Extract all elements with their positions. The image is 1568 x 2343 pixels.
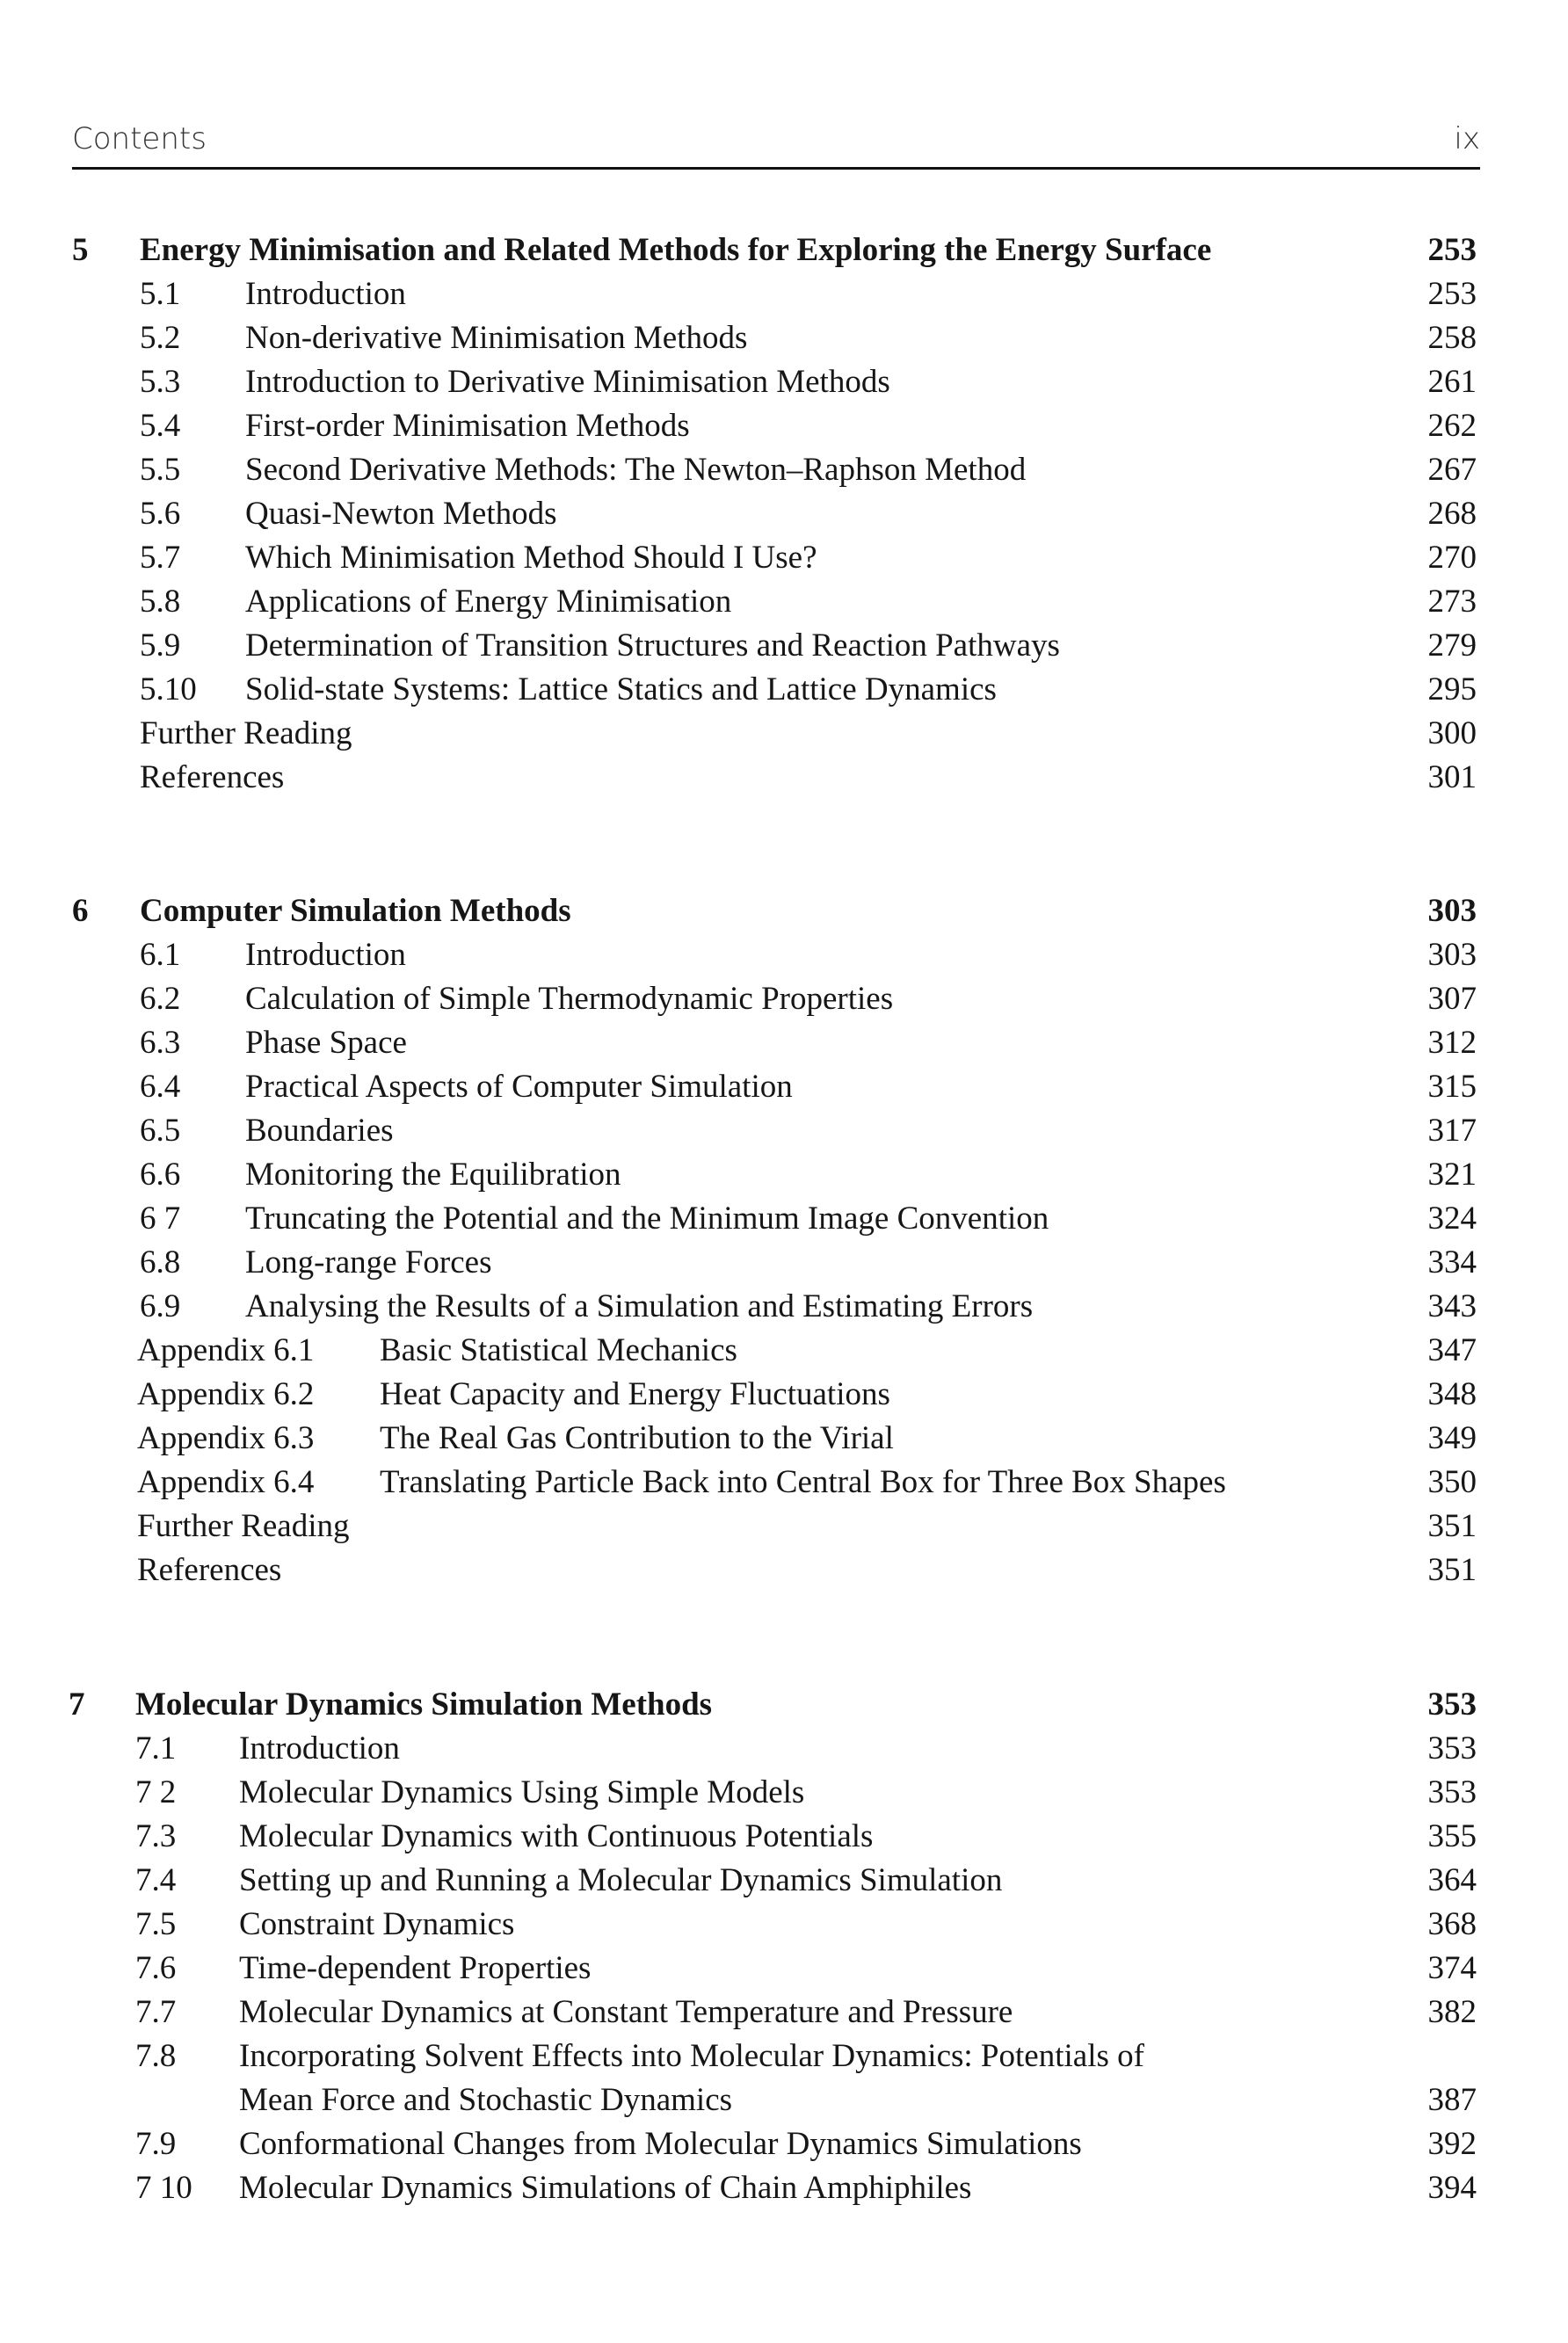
toc-entry[interactable] xyxy=(0,2166,1568,2210)
section-title: Phase Space xyxy=(245,1025,407,1061)
section-page: 334 xyxy=(1427,1244,1477,1280)
section-page: 303 xyxy=(1427,937,1477,973)
section-title: Setting up and Running a Molecular Dynamics Simulation xyxy=(239,1862,1003,1898)
chapter-number: 7 xyxy=(69,1687,85,1723)
toc-entry[interactable] xyxy=(0,1903,1568,1947)
section-page: 261 xyxy=(1427,364,1477,400)
extra-title: Further Reading xyxy=(140,715,352,751)
section-page: 315 xyxy=(1427,1069,1477,1105)
section-page: 324 xyxy=(1427,1201,1477,1237)
chapter-6 xyxy=(0,889,1568,1592)
appendix-title: Heat Capacity and Energy Fluctuations xyxy=(380,1376,890,1412)
section-title: Boundaries xyxy=(245,1113,394,1149)
extra-entry[interactable] xyxy=(0,756,1568,800)
section-number: 6.3 xyxy=(140,1025,181,1061)
section-number: 6.1 xyxy=(140,937,181,973)
section-page: 253 xyxy=(1427,276,1477,312)
section-title: Introduction to Derivative Minimisation Methods xyxy=(245,364,890,400)
section-title: Incorporating Solvent Effects into Molecular Dynamics: Potentials of xyxy=(239,2038,1144,2074)
toc-entry-continued[interactable] xyxy=(0,2078,1568,2122)
appendix-title: Basic Statistical Mechanics xyxy=(380,1332,737,1368)
section-number: 5.7 xyxy=(140,540,181,576)
section-number: 7.7 xyxy=(135,1994,177,2030)
chapter-title: Molecular Dynamics Simulation Methods xyxy=(135,1687,713,1723)
section-title: Introduction xyxy=(245,937,406,973)
toc-entry[interactable] xyxy=(0,536,1568,580)
section-page: 262 xyxy=(1427,408,1477,444)
chapter-5 xyxy=(0,228,1568,800)
section-title: Constraint Dynamics xyxy=(239,1906,515,1942)
toc-entry[interactable] xyxy=(0,2035,1568,2078)
section-number: 5.6 xyxy=(140,496,181,532)
toc-entry[interactable] xyxy=(0,977,1568,1021)
section-page: 321 xyxy=(1427,1157,1477,1193)
toc-entry[interactable] xyxy=(0,1771,1568,1815)
toc-entry[interactable] xyxy=(0,448,1568,492)
section-number: 5.10 xyxy=(140,671,197,707)
section-page: 270 xyxy=(1427,540,1477,576)
section-number: 7 2 xyxy=(135,1774,177,1810)
toc-entry[interactable] xyxy=(0,1727,1568,1771)
toc-entry[interactable] xyxy=(0,1947,1568,1991)
toc-entry[interactable] xyxy=(0,1065,1568,1109)
section-title: Introduction xyxy=(245,276,406,312)
section-number: 7.3 xyxy=(135,1818,177,1854)
appendix-entry[interactable] xyxy=(0,1373,1568,1417)
section-number: 6.6 xyxy=(140,1157,181,1193)
appendix-number: Appendix 6.1 xyxy=(137,1332,315,1368)
section-page: 364 xyxy=(1427,1862,1477,1898)
chapter-7 xyxy=(0,1683,1568,2210)
section-page: 267 xyxy=(1427,452,1477,488)
toc-entry[interactable] xyxy=(0,1109,1568,1153)
section-page: 394 xyxy=(1427,2170,1477,2206)
section-number: 7.4 xyxy=(135,1862,177,1898)
toc-entry[interactable] xyxy=(0,404,1568,448)
section-title: Determination of Transition Structures and Reaction Pathways xyxy=(245,627,1060,664)
appendix-title: The Real Gas Contribution to the Virial xyxy=(380,1420,894,1456)
appendix-number: Appendix 6.4 xyxy=(137,1464,315,1500)
section-title: Conformational Changes from Molecular Dynamics Simulations xyxy=(239,2126,1082,2162)
extra-title: Further Reading xyxy=(137,1508,350,1544)
section-title: Truncating the Potential and the Minimum Image Convention xyxy=(245,1201,1049,1237)
section-title: Long-range Forces xyxy=(245,1244,492,1280)
chapter-heading[interactable] xyxy=(0,228,1568,272)
appendix-page: 349 xyxy=(1427,1420,1477,1456)
appendix-title: Translating Particle Back into Central Box for Three Box Shapes xyxy=(380,1464,1226,1500)
section-title: Second Derivative Methods: The Newton–Raphson Method xyxy=(245,452,1027,488)
appendix-entry[interactable] xyxy=(0,1461,1568,1505)
chapter-number: 6 xyxy=(72,893,89,929)
section-page: 258 xyxy=(1427,320,1477,356)
toc-entry[interactable] xyxy=(0,1285,1568,1329)
section-title: Time-dependent Properties xyxy=(239,1950,592,1986)
chapter-title: Energy Minimisation and Related Methods for Exploring the Energy Surface xyxy=(140,232,1212,268)
toc-entry[interactable] xyxy=(0,1859,1568,1903)
section-page: 343 xyxy=(1427,1288,1477,1324)
section-page: 382 xyxy=(1427,1994,1477,2030)
appendix-entry[interactable] xyxy=(0,1329,1568,1373)
section-title: Practical Aspects of Computer Simulation xyxy=(245,1069,793,1105)
section-page: 273 xyxy=(1427,584,1477,620)
chapter-number: 5 xyxy=(72,232,89,268)
chapter-heading[interactable] xyxy=(0,889,1568,933)
section-page: 355 xyxy=(1427,1818,1477,1854)
toc-entry[interactable] xyxy=(0,1815,1568,1859)
section-page: 387 xyxy=(1427,2082,1477,2118)
toc-entry[interactable] xyxy=(0,360,1568,404)
toc-entry[interactable] xyxy=(0,668,1568,712)
section-number: 7.1 xyxy=(135,1730,177,1766)
section-number: 6.8 xyxy=(140,1244,181,1280)
section-page: 312 xyxy=(1427,1025,1477,1061)
section-title: Calculation of Simple Thermodynamic Properties xyxy=(245,981,894,1017)
section-page: 268 xyxy=(1427,496,1477,532)
extra-title: References xyxy=(140,759,285,795)
page-number: ix xyxy=(1454,121,1480,156)
toc-entry[interactable] xyxy=(0,624,1568,668)
section-number: 7.5 xyxy=(135,1906,177,1942)
section-page: 392 xyxy=(1427,2126,1477,2162)
toc-entry[interactable] xyxy=(0,316,1568,360)
section-title: Introduction xyxy=(239,1730,400,1766)
section-number: 7.8 xyxy=(135,2038,177,2074)
extra-page: 351 xyxy=(1427,1508,1477,1544)
section-title: Molecular Dynamics Simulations of Chain Amphiphiles xyxy=(239,2170,972,2206)
chapter-heading[interactable] xyxy=(0,1683,1568,1727)
section-title: Non-derivative Minimisation Methods xyxy=(245,320,748,356)
section-page: 307 xyxy=(1427,981,1477,1017)
section-title: Analysing the Results of a Simulation and Estimating Errors xyxy=(245,1288,1034,1324)
section-page: 353 xyxy=(1427,1774,1477,1810)
section-title: Molecular Dynamics Using Simple Models xyxy=(239,1774,805,1810)
extra-entry[interactable] xyxy=(0,1549,1568,1592)
section-number: 5.4 xyxy=(140,408,181,444)
section-page: 279 xyxy=(1427,627,1477,664)
appendix-number: Appendix 6.3 xyxy=(137,1420,315,1456)
running-header-title: Contents xyxy=(72,121,207,156)
extra-title: References xyxy=(137,1552,282,1588)
toc-entry[interactable] xyxy=(0,1197,1568,1241)
section-number: 5.1 xyxy=(140,276,181,312)
toc-entry[interactable] xyxy=(0,580,1568,624)
section-page: 374 xyxy=(1427,1950,1477,1986)
section-title: Solid-state Systems: Lattice Statics and Lattice Dynamics xyxy=(245,671,997,707)
section-title: Which Minimisation Method Should I Use? xyxy=(245,540,817,576)
section-title: Molecular Dynamics with Continuous Potentials xyxy=(239,1818,874,1854)
section-page: 295 xyxy=(1427,671,1477,707)
section-title: Quasi-Newton Methods xyxy=(245,496,557,532)
chapter-page: 303 xyxy=(1427,893,1477,929)
section-number: 6.9 xyxy=(140,1288,181,1324)
appendix-page: 347 xyxy=(1427,1332,1477,1368)
chapter-page: 353 xyxy=(1427,1687,1477,1723)
section-number: 5.8 xyxy=(140,584,181,620)
toc-entry[interactable] xyxy=(0,272,1568,316)
toc-entry[interactable] xyxy=(0,492,1568,536)
chapter-title: Computer Simulation Methods xyxy=(140,893,571,929)
section-number: 7.9 xyxy=(135,2126,177,2162)
section-title: Molecular Dynamics at Constant Temperature and Pressure xyxy=(239,1994,1013,2030)
section-title: Monitoring the Equilibration xyxy=(245,1157,621,1193)
section-number: 5.9 xyxy=(140,627,181,664)
section-number: 6.4 xyxy=(140,1069,181,1105)
section-number: 7.6 xyxy=(135,1950,177,1986)
toc-entry[interactable] xyxy=(0,1241,1568,1285)
toc-entry[interactable] xyxy=(0,1153,1568,1197)
extra-entry[interactable] xyxy=(0,712,1568,756)
section-number: 5.5 xyxy=(140,452,181,488)
toc-entry[interactable] xyxy=(0,1021,1568,1065)
section-number: 6.5 xyxy=(140,1113,181,1149)
section-title: First-order Minimisation Methods xyxy=(245,408,690,444)
chapter-page: 253 xyxy=(1427,232,1477,268)
section-page: 368 xyxy=(1427,1906,1477,1942)
toc-entry[interactable] xyxy=(0,1991,1568,2035)
section-page: 353 xyxy=(1427,1730,1477,1766)
extra-entry[interactable] xyxy=(0,1505,1568,1549)
extra-page: 301 xyxy=(1427,759,1477,795)
section-number: 6 7 xyxy=(140,1201,181,1237)
appendix-page: 350 xyxy=(1427,1464,1477,1500)
section-number: 6.2 xyxy=(140,981,181,1017)
extra-page: 300 xyxy=(1427,715,1477,751)
section-number: 7 10 xyxy=(135,2170,192,2206)
section-number: 5.2 xyxy=(140,320,181,356)
section-number: 5.3 xyxy=(140,364,181,400)
section-title: Applications of Energy Minimisation xyxy=(245,584,732,620)
appendix-page: 348 xyxy=(1427,1376,1477,1412)
extra-page: 351 xyxy=(1427,1552,1477,1588)
section-title-continued: Mean Force and Stochastic Dynamics xyxy=(239,2082,733,2118)
section-page: 317 xyxy=(1427,1113,1477,1149)
toc-entry[interactable] xyxy=(0,2122,1568,2166)
header-rule xyxy=(72,167,1480,170)
appendix-number: Appendix 6.2 xyxy=(137,1376,315,1412)
toc-entry[interactable] xyxy=(0,933,1568,977)
appendix-entry[interactable] xyxy=(0,1417,1568,1461)
